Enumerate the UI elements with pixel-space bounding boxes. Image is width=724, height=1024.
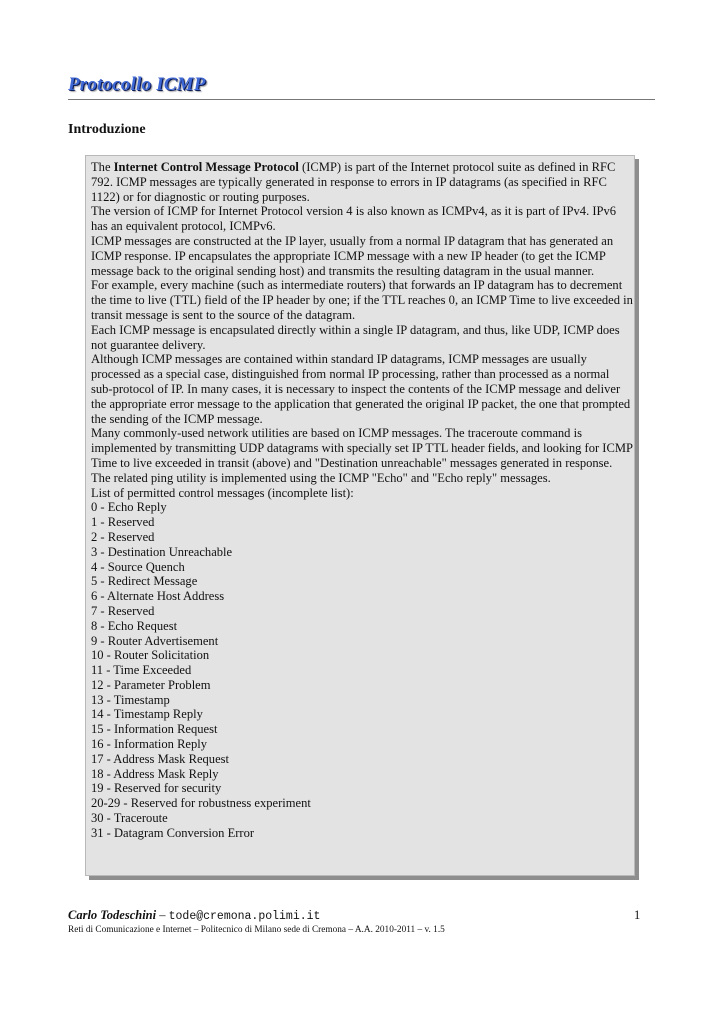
control-message-item: 30 - Traceroute bbox=[91, 811, 168, 826]
protocol-name: Internet Control Message Protocol bbox=[113, 160, 299, 174]
body-paragraph: For example, every machine (such as intermediate routers) that forwards an IP datagram has to decrement the time to live (TTL) field of the IP header by one; if the TTL reaches 0, an ICMP Time to live exceeded in transit message is sent to the source of the datagram. bbox=[91, 278, 633, 322]
control-message-item: 11 - Time Exceeded bbox=[91, 663, 192, 678]
body-paragraph: Each ICMP message is encapsulated directly within a single IP datagram, and thus, like UDP, ICMP does not guarantee delivery. bbox=[91, 322, 620, 352]
section-heading: Introduzione bbox=[68, 122, 146, 137]
intro-paragraph bbox=[91, 160, 633, 204]
body-paragraph: List of permitted control messages (incomplete list): bbox=[91, 485, 354, 500]
author-email: tode@cremona.polimi.it bbox=[168, 910, 321, 923]
control-message-item: 7 - Reserved bbox=[91, 603, 155, 618]
footer-author-line bbox=[68, 908, 320, 923]
control-message-item: 17 - Address Mask Request bbox=[91, 751, 230, 766]
control-message-item: 19 - Reserved for security bbox=[91, 781, 222, 796]
control-message-item: 8 - Echo Request bbox=[91, 618, 178, 633]
course-info: Reti di Comunicazione e Internet – Politecnico di Milano sede di Cremona – A.A. 2010-2011 – v. 1.5 bbox=[68, 925, 445, 935]
intro-rest: (ICMP) is part of the Internet protocol suite as defined in RFC 792. ICMP messages are typically generated in response to errors in IP datagrams (as specified in RFC 1122) or for diagnostic or routing purposes. bbox=[91, 160, 616, 204]
control-message-item: 2 - Reserved bbox=[91, 529, 155, 544]
control-message-item: 20-29 - Reserved for robustness experiment bbox=[91, 796, 311, 811]
author-separator: – bbox=[156, 908, 169, 922]
page-title: Protocollo ICMP bbox=[68, 74, 206, 95]
page-number: 1 bbox=[634, 908, 641, 922]
control-message-item: 12 - Parameter Problem bbox=[91, 677, 211, 692]
control-message-item: 4 - Source Quench bbox=[91, 559, 185, 574]
control-message-item: 15 - Information Request bbox=[91, 722, 218, 737]
control-message-item: 10 - Router Solicitation bbox=[91, 648, 210, 663]
content-text bbox=[91, 160, 633, 841]
body-paragraph: The version of ICMP for Internet Protocol version 4 is also known as ICMPv4, as it is part of IPv4. IPv6 has an equivalent protocol, ICMPv6. bbox=[91, 204, 617, 234]
control-message-item: 1 - Reserved bbox=[91, 515, 155, 530]
body-paragraph: Many commonly-used network utilities are based on ICMP messages. The traceroute command is implemented by transmitting UDP datagrams with specially set IP TTL header fields, and looking for ICMP Time to live exceeded in transit (above) and "Destination unreachable" messages generated in response. The related ping utility is implemented using the ICMP "Echo" and "Echo reply" messages. bbox=[91, 426, 633, 485]
control-message-item: 3 - Destination Unreachable bbox=[91, 544, 233, 559]
control-message-item: 0 - Echo Reply bbox=[91, 500, 167, 515]
control-message-item: 6 - Alternate Host Address bbox=[91, 589, 225, 604]
control-message-list bbox=[91, 500, 633, 840]
control-message-item: 16 - Information Reply bbox=[91, 737, 208, 752]
body-paragraph: Although ICMP messages are contained within standard IP datagrams, ICMP messages are usually processed as a special case, distinguished from normal IP processing, rather than processed as a normal sub-protocol of IP. In many cases, it is necessary to inspect the contents of the ICMP message and deliver the appropriate error message to the application that generated the original IP packet, the one that prompted the sending of the ICMP message. bbox=[91, 352, 631, 426]
control-message-item: 31 - Datagram Conversion Error bbox=[91, 825, 255, 840]
title-divider bbox=[68, 99, 655, 100]
control-message-item: 13 - Timestamp bbox=[91, 692, 170, 707]
body-paragraph: ICMP messages are constructed at the IP layer, usually from a normal IP datagram that has generated an ICMP response. IP encapsulates the appropriate ICMP message with a new IP header (to get the ICMP message back to the original sending host) and transmits the resulting datagram in the usual manner. bbox=[91, 233, 614, 278]
author-name: Carlo Todeschini bbox=[68, 908, 157, 922]
control-message-item: 5 - Redirect Message bbox=[91, 574, 198, 589]
control-message-item: 18 - Address Mask Reply bbox=[91, 766, 219, 781]
intro-lead: The bbox=[91, 160, 114, 174]
body-paragraphs bbox=[91, 204, 633, 500]
control-message-item: 9 - Router Advertisement bbox=[91, 633, 219, 648]
control-message-item: 14 - Timestamp Reply bbox=[91, 707, 203, 722]
